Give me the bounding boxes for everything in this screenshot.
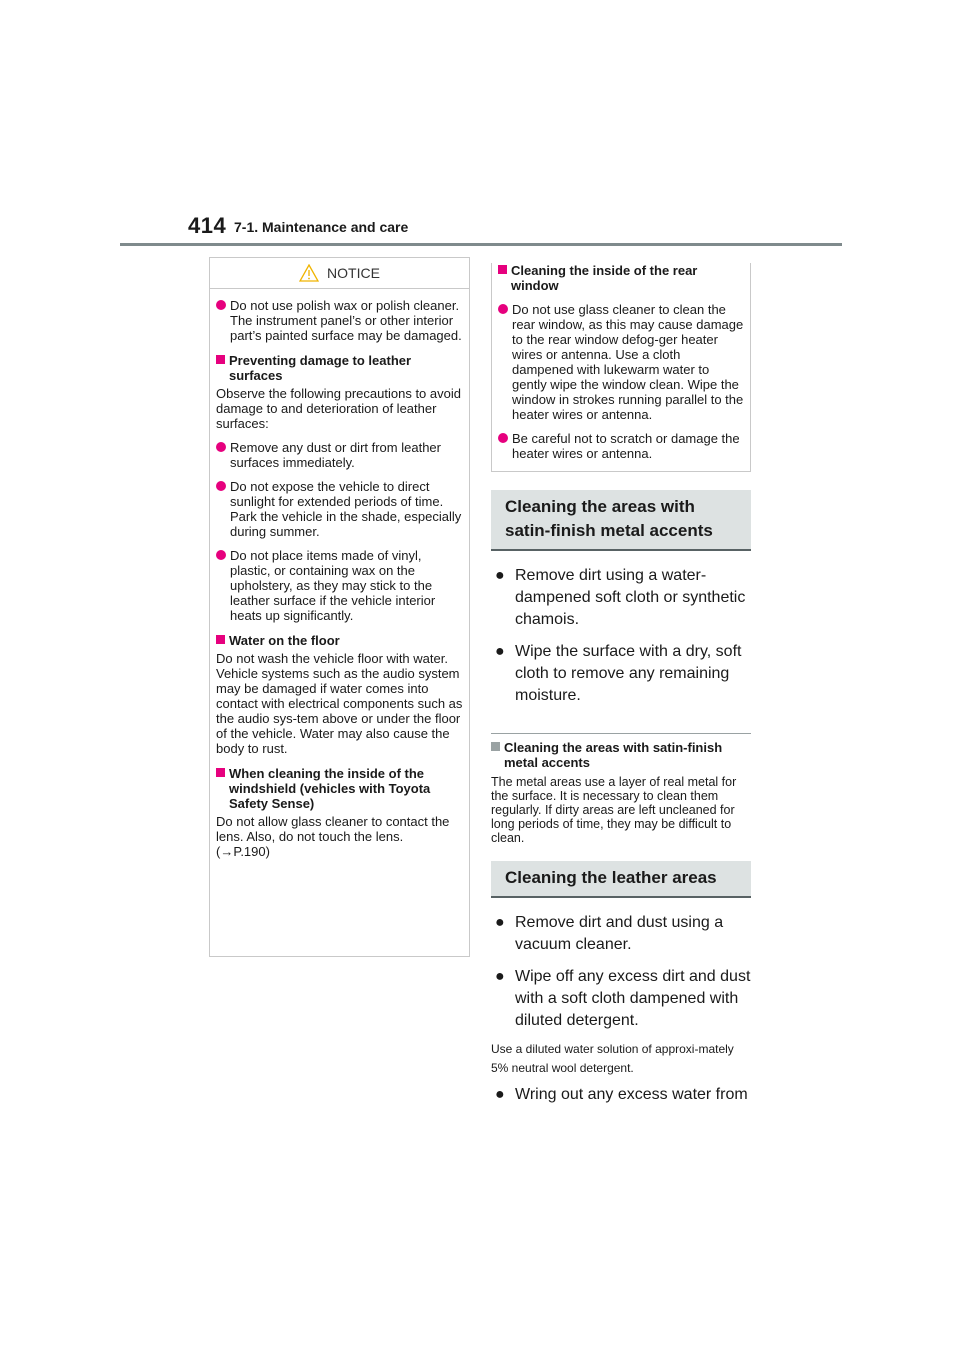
bullet-dot-icon: ● bbox=[495, 914, 505, 931]
bullet-text: Do not use polish wax or polish cleaner. The instrument panel’s or other interior part’s painted surface may be damaged. bbox=[230, 298, 462, 343]
list-item bbox=[495, 912, 751, 956]
paragraph: Do not allow glass cleaner to contact the lens. Also, do not touch the lens. bbox=[216, 814, 450, 844]
section-title: 7-1. Maintenance and care bbox=[234, 219, 409, 235]
list-item bbox=[498, 302, 744, 422]
bullet-dot-icon bbox=[498, 433, 508, 443]
bullet-dot-icon: ● bbox=[495, 567, 505, 584]
bullet-text: Remove any dust or dirt from leather surfaces immediately. bbox=[230, 440, 441, 470]
list-item bbox=[216, 440, 463, 470]
paragraph: Vehicle systems such as the audio system may be damaged if water comes into contact with electrical components such as the audio sys-tem above or under the floor of the vehicle. Water may also cause the body to rust. bbox=[216, 666, 463, 756]
subheading-satin-note bbox=[491, 740, 751, 770]
subheading-text: Preventing damage to leather surfaces bbox=[229, 353, 412, 383]
paragraph: Do not wash the vehicle floor with water. bbox=[216, 651, 448, 666]
heading-satin bbox=[491, 490, 751, 551]
subheading-text: Cleaning the areas with satin-finish metal accents bbox=[504, 740, 723, 770]
square-bullet-icon bbox=[216, 635, 225, 644]
divider bbox=[491, 733, 751, 734]
notice-body bbox=[210, 298, 469, 859]
notice-header bbox=[210, 258, 469, 289]
paragraph: The metal areas use a layer of real metal for the surface. It is necessary to clean them regularly. If dirty areas are left uncleaned for long periods of time, they may be difficult to clean. bbox=[491, 775, 737, 845]
paragraph: Use a diluted water solution of approxi-mately 5% neutral wool detergent. bbox=[491, 1042, 734, 1075]
bullet-text: Wipe off any excess dirt and dust with a soft cloth dampened with diluted detergent. bbox=[515, 968, 751, 1029]
list-item bbox=[216, 479, 463, 539]
bullet-text: Wring out any excess water from bbox=[515, 1086, 748, 1103]
bullet-dot-icon bbox=[216, 550, 226, 560]
subheading-text: When cleaning the inside of the windshield (vehicles with Toyota Safety Sense) bbox=[229, 766, 431, 811]
subheading-windshield bbox=[216, 766, 463, 811]
bullet-text: Wipe the surface with a dry, soft cloth to remove any remaining moisture. bbox=[515, 643, 742, 704]
bullet-text: Remove dirt using a water-dampened soft cloth or synthetic chamois. bbox=[515, 567, 746, 628]
square-bullet-icon bbox=[216, 768, 225, 777]
header-rule bbox=[120, 243, 842, 246]
subheading-rear-window bbox=[498, 263, 744, 293]
list-item bbox=[495, 641, 751, 707]
page-number: 414 bbox=[188, 213, 227, 238]
list-item bbox=[495, 966, 751, 1032]
list-item bbox=[495, 1084, 751, 1106]
list-item bbox=[495, 565, 751, 631]
bullet-dot-icon: ● bbox=[495, 1086, 505, 1103]
warning-triangle-icon bbox=[299, 264, 319, 282]
subheading-text: Water on the floor bbox=[229, 633, 340, 648]
heading-leather bbox=[491, 861, 751, 898]
bullet-dot-icon bbox=[216, 300, 226, 310]
square-bullet-icon bbox=[216, 355, 225, 364]
heading-text: Cleaning the areas with satin-finish metal accents bbox=[505, 497, 713, 540]
bullet-dot-icon bbox=[216, 442, 226, 452]
bullet-dot-icon: ● bbox=[495, 643, 505, 660]
paragraph: Observe the following precautions to avoid damage to and deterioration of leather surfaces: bbox=[216, 386, 461, 431]
subheading-text: Cleaning the inside of the rear window bbox=[511, 263, 698, 293]
bullet-text: Do not expose the vehicle to direct sunlight for extended periods of time. Park the vehicle in the shade, especially during summer. bbox=[230, 479, 462, 539]
bullet-dot-icon bbox=[216, 481, 226, 491]
bullet-text: Do not use glass cleaner to clean the rear window, as this may cause damage to the rear window defog-ger heater wires or antenna. Use a cloth dampened with lukewarm water to gently wipe the window clean. Wipe the window in strokes running parallel to the heater wires or antenna. bbox=[512, 302, 744, 422]
subheading-leather bbox=[216, 353, 463, 383]
bullet-text: Do not place items made of vinyl, plastic, or containing wax on the upholstery, as they may stick to the leather surface if the vehicle interior heats up significantly. bbox=[230, 548, 436, 623]
page-reference-link[interactable]: (→P.190) bbox=[216, 844, 270, 859]
notice-box bbox=[209, 257, 470, 957]
right-column bbox=[491, 257, 751, 1106]
notice-title: NOTICE bbox=[327, 265, 380, 281]
bullet-dot-icon bbox=[498, 304, 508, 314]
heading-text: Cleaning the leather areas bbox=[505, 868, 717, 887]
notice-box-continued bbox=[491, 263, 751, 472]
bullet-text: Be careful not to scratch or damage the heater wires or antenna. bbox=[512, 431, 740, 461]
bullet-text: Remove dirt and dust using a vacuum cleaner. bbox=[515, 914, 724, 953]
list-item bbox=[216, 298, 463, 343]
list-item bbox=[216, 548, 463, 623]
notice-column bbox=[209, 257, 470, 957]
subheading-floor bbox=[216, 633, 463, 648]
square-bullet-icon bbox=[491, 742, 500, 751]
square-bullet-icon bbox=[498, 265, 507, 274]
list-item bbox=[498, 431, 744, 461]
bullet-dot-icon: ● bbox=[495, 968, 505, 985]
